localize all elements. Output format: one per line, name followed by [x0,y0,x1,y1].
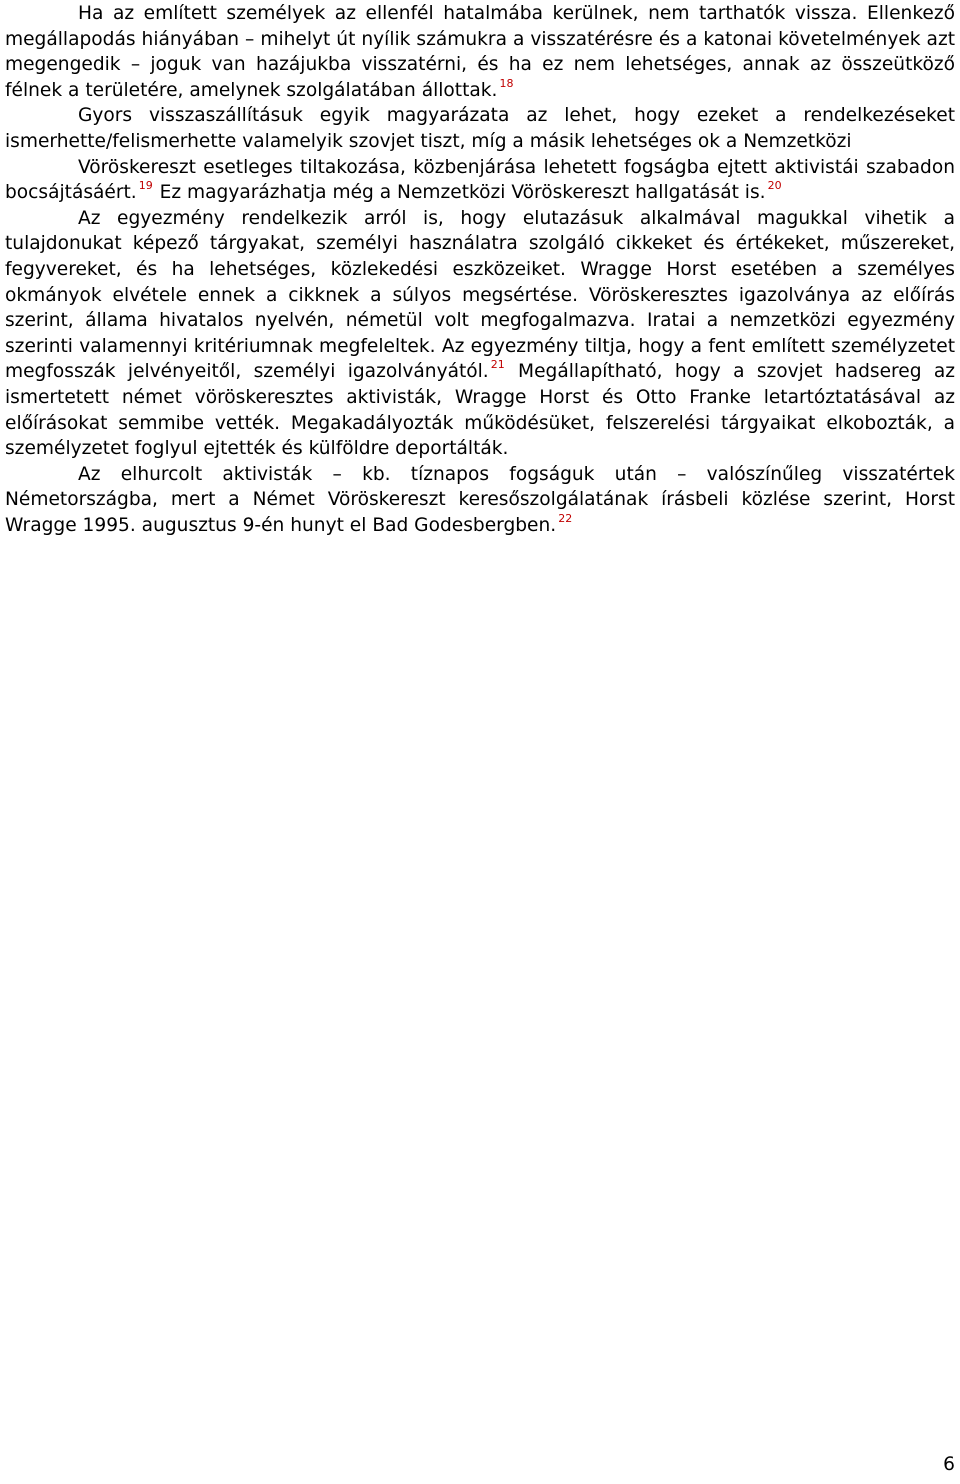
paragraph-text: Vöröskereszt esetleges tiltakozása, közbenjárása lehetett fogságba ejtett aktivistái szabadon bocsájtásáért. [5,156,955,204]
paragraph-geneva-return-rights [5,1,955,103]
paragraph-text: Gyors visszaszállításuk egyik magyarázata az lehet, hogy ezeket a rendelkezéseket ismerhette/felismerhette valamelyik szovjet tiszt, míg a másik lehetséges ok a Nemzetközi [5,105,955,152]
footnote-ref-19[interactable]: 19 [138,179,153,193]
paragraph-red-cross-protest [5,155,955,206]
paragraph-convention-provisions [5,206,955,462]
paragraph-text: Ez magyarázhatja még a Nemzetközi Vöröskereszt hallgatását is. [153,182,766,204]
paragraph-text: Ha az említett személyek az ellenfél hatalmába kerülnek, nem tarthatók vissza. Ellenkező megállapodás hiányában – mihelyt út nyílik számukra a visszatérésre és a katonai követelmények azt megengedik – joguk van hazájukba visszatérni, és ha ez nem lehetséges, annak az összeütköző félnek a területére, amelynek szolgálatában állottak. [5,3,955,101]
footnote-ref-21[interactable]: 21 [490,358,505,372]
paragraph-text: Megállapítható, hogy a szovjet hadsereg az ismertetett német vöröskeresztes aktivisták, Wragge Horst és Otto Franke letartóztatásával az előírásokat semmibe vették. Megakadályozták működésüket, felszerelési tárgyaikat elkobozták, a személyzetet foglyul ejtették és külföldre deportálták. [5,361,955,460]
footnote-ref-22[interactable]: 22 [558,511,573,525]
footnote-ref-20[interactable]: 20 [767,179,782,193]
paragraph-activists-return [5,462,955,539]
document-page [5,1,955,538]
paragraph-text: Az egyezmény rendelkezik arról is, hogy elutazásuk alkalmával magukkal vihetik a tulajdonukat képező tárgyakat, személyi használatra szolgáló cikkeket és értékeket, műszereket, fegyvereket, és ha lehetséges, közlekedési eszközeiket. Wragge Horst esetében a személyes okmányok elvétele ennek a cikknek a súlyos megsértése. Vöröskeresztes igazolványa az előírás szerint, állama hivatalos nyelvén, németül volt megfogalmazva. Iratai a nemzetközi egyezmény szerinti valamennyi kritériumnak megfeleltek. Az egyezmény tiltja, hogy a fent említett személyzetet megfosszák jelvényeitől, személyi igazolványától. [5,207,955,383]
paragraph-text: Az elhurcolt aktivisták – kb. tíznapos fogságuk után – valószínűleg visszatértek Németországba, mert a Német Vöröskereszt keresőszolgálatának írásbeli közlése szerint, Horst Wragge 1995. augusztus 9-én hunyt el Bad Godesbergben. [5,463,955,536]
paragraph-quick-return-explanation [5,103,955,154]
footnote-ref-18[interactable]: 18 [499,76,514,90]
page-number: 6 [943,1454,955,1475]
